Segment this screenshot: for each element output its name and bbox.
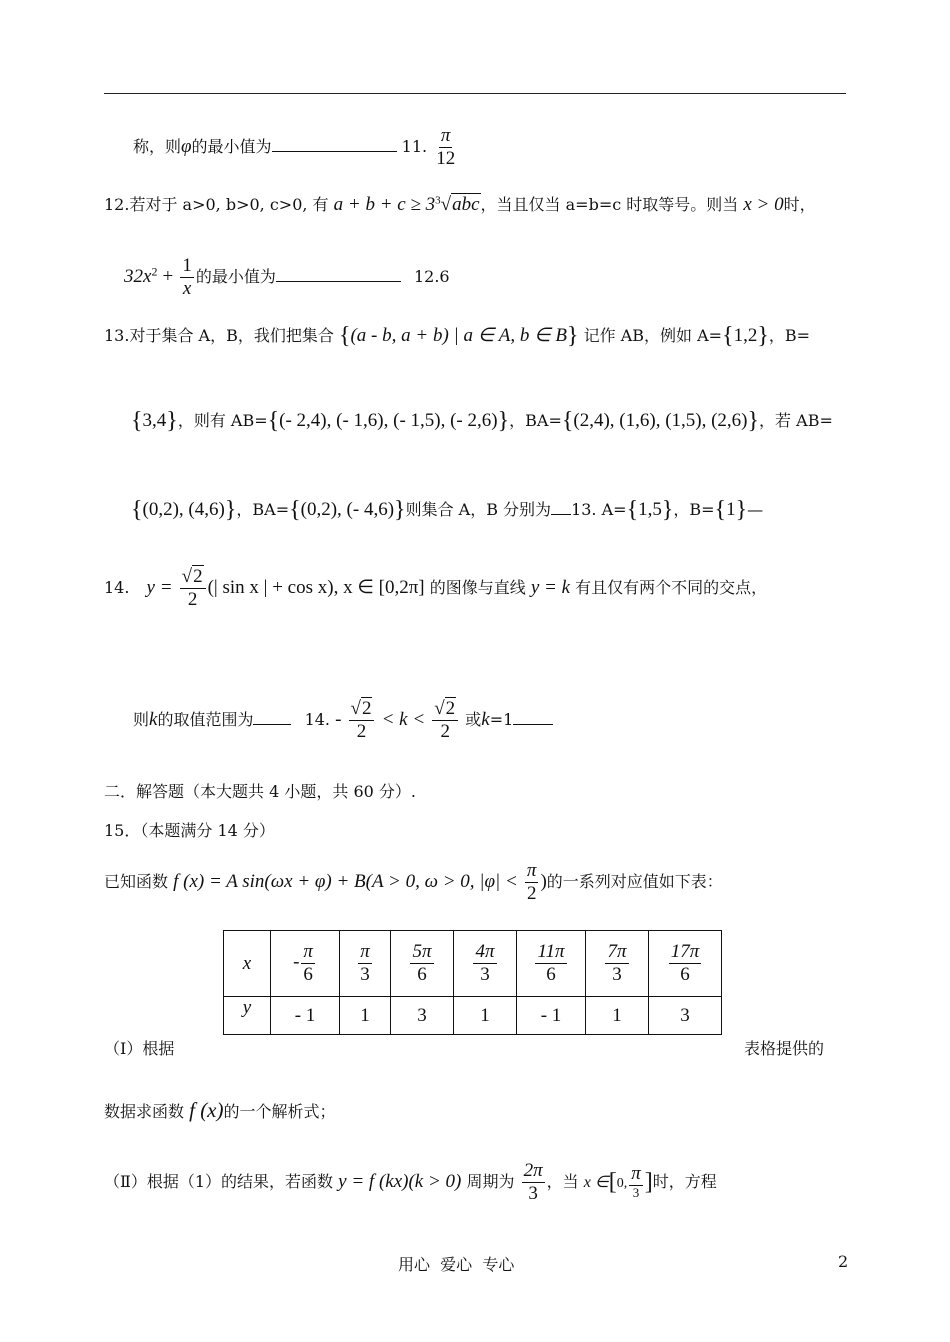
q11-answer-label: 11. <box>401 136 428 156</box>
q12-fraction: $\frac{1}{x}$ <box>182 255 192 299</box>
answer-blank <box>513 724 553 725</box>
header-rule <box>104 93 846 94</box>
q12-condition: x > 0 <box>743 194 784 215</box>
table-cell: - 1 <box>271 997 340 1035</box>
table-cell: $\frac{11\pi}{6}$ <box>517 931 586 997</box>
q14-line2: 则k的取值范围为 14. - $\frac{√2}{2}$ < k < $\frac{√2}{2}$ 或k=1 <box>133 698 553 743</box>
part1-tail: 表格提供的 <box>744 1039 825 1058</box>
fx-expr: f (x) <box>189 1098 224 1122</box>
table-cell: 1 <box>454 997 517 1035</box>
table-cell: 3 <box>649 997 722 1035</box>
q13-AB-example: (- 2,4), (- 1,6), (- 1,5), (- 2,6) <box>279 410 498 431</box>
table-cell: $\frac{17\pi}{6}$ <box>649 931 722 997</box>
q13-BA-example: (2,4), (1,6), (1,5), (2,6) <box>573 410 748 431</box>
answer-blank <box>551 514 571 515</box>
table-cell: $\frac{\pi}{3}$ <box>340 931 391 997</box>
table-cell: - 1 <box>517 997 586 1035</box>
q11-line: 称，则φ的最小值为 11. $\frac{\pi}{12}$ <box>133 125 456 169</box>
page-number: 2 <box>838 1252 849 1271</box>
table-cell: $\frac{5\pi}{6}$ <box>391 931 454 997</box>
footer-slogan: 用心 爱心 专心 <box>398 1255 515 1274</box>
answer-blank <box>276 281 401 282</box>
q14-sqrt-fraction: $\frac{√2}{2}$ <box>180 566 206 611</box>
table-cell: 1 <box>340 997 391 1035</box>
q13-line3: {(0,2), (4,6)}，BA={(0,2), (- 4,6)}则集合 A，B 分别为 13. A={1,5}，B={1}— <box>131 497 764 523</box>
part1-label: （Ⅰ）根据 <box>104 1039 175 1058</box>
q11-answer-fraction: $\frac{\pi}{12}$ <box>436 125 456 169</box>
part2-line: （Ⅱ）根据（1）的结果，若函数 y = f (kx)(k > 0) 周期为 $\frac{2\pi}{3}$ ，当 x ∈[0, $\frac{\pi}{3}$ ]时，方程 <box>104 1160 717 1204</box>
q14-function: (| sin x | + cos x), x ∈ [0,2π] <box>207 576 425 598</box>
value-table <box>223 930 722 1035</box>
q12-expr: 32x <box>124 265 152 287</box>
table-cell: - $\frac{\pi}{6}$ <box>271 931 340 997</box>
table-row-x <box>224 931 722 997</box>
table-cell: 1 <box>586 997 649 1035</box>
q15-function: f (x) = A sin(ωx + φ) + B(A > 0, ω > 0, |φ| < <box>173 870 518 892</box>
q15-title: 15．（本题满分 14 分） <box>104 821 275 840</box>
table-cell: 3 <box>391 997 454 1035</box>
q13-line2: {3,4}，则有 AB={(- 2,4), (- 1,6), (- 1,5), (- 2,6)}，BA={(2,4), (1,6), (1,5), (2,6)}，若 AB= <box>131 408 833 434</box>
q12-root-body: abc <box>452 194 480 215</box>
q12-line1: 12.若对于 a>0, b>0, c>0, 有 $a + b + c \ge 3^3√abc$，当且仅当 a=b=c 时取等号。则当 x > 0时， <box>104 194 816 215</box>
q13-set-definition: (a - b, a + b) | a ∈ A, b ∈ B <box>350 325 567 346</box>
q13-line1: 13.对于集合 A，B，我们把集合 {(a - b, a + b) | a ∈ A, b ∈ B} 记作 AB，例如 A={1,2}，B= <box>104 323 811 349</box>
q12-inequality: a + b + c ≥ 3 <box>333 194 436 215</box>
table-header-x: x <box>224 931 271 997</box>
phi-symbol: φ <box>181 135 192 157</box>
q15-intro: 已知函数 f (x) = A sin(ωx + φ) + B(A > 0, ω > 0, |φ| < $\frac{\pi}{2}$ )的一系列对应值如下表： <box>104 860 723 904</box>
table-cell: $\frac{7\pi}{3}$ <box>586 931 649 997</box>
section-title: 二．解答题（本大题共 4 小题，共 60 分）. <box>104 782 416 801</box>
q14-line1: 14. y = $\frac{√2}{2}$ (| sin x | + cos x), x ∈ [0,2π] 的图像与直线 y = k 有且仅有两个不同的交点， <box>104 566 768 610</box>
answer-blank <box>253 724 291 725</box>
q14-answer-range: < k < <box>381 708 426 730</box>
q12-line2: $32x^2$ + $\frac{1}{x}$ 的最小值为 12.6 <box>124 255 450 299</box>
part2-function: y = f (kx)(k > 0) <box>338 1170 462 1192</box>
table-header-y: y <box>224 997 271 1035</box>
table-row-y <box>224 997 722 1035</box>
answer-blank <box>272 151 397 152</box>
q12-answer: 12.6 <box>413 266 450 286</box>
table-cell: $\frac{4\pi}{3}$ <box>454 931 517 997</box>
part1-line2: 数据求函数 f (x)的一个解析式； <box>104 1098 336 1122</box>
